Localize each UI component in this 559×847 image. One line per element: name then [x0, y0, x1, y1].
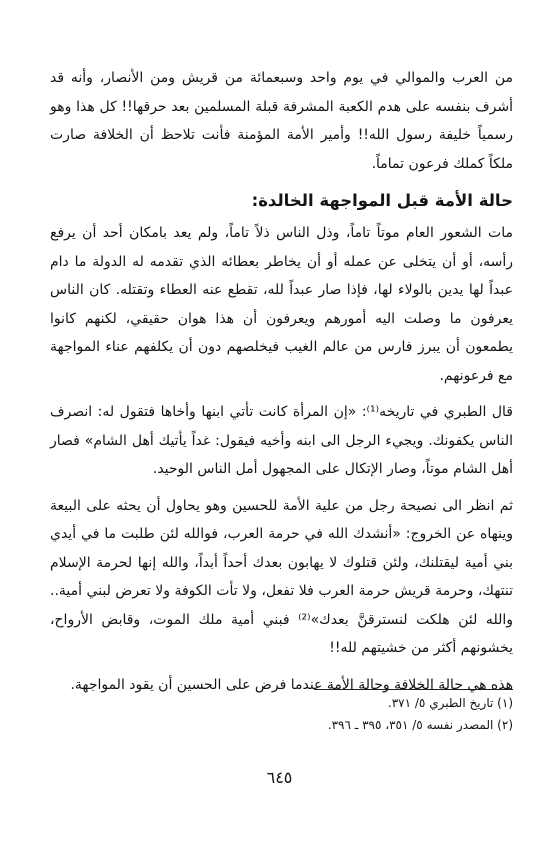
footnotes — [200, 692, 513, 736]
page-body — [50, 64, 513, 699]
paragraph-intro: من العرب والموالي في يوم واحد وسبعمائة من قريش ومن الأنصار، وأنه قد أشرف بنفسه على هدم الكعبة المشرفة قبلة المسلمين بعد حرقها!! كل هذا وهو رسمياً خليفة رسول الله!! وأمير الأمة المؤمنة فأنت تلاحظ أن الخلافة صارت ملكاً كملك فرعون تماماً. — [50, 70, 513, 172]
page-number: ٦٤٥ — [266, 768, 293, 787]
paragraph-public-feeling: مات الشعور العام موتاً تاماً، وذل الناس ذلاً تاماً، ولم يعد بامكان أحد أن يرفع رأسه، أو أن يتخلى عن عمله أو أن يخاطر بعطائه الذي تقدمه له الدولة ما دام عبداً لها يدين بالولاء لها، فإذا صار عبداً لله، تقطع عنه العطاء وتقتله. كان الناس يعرفون ما وصلت اليه أمورهم ويعرفون أن هذا هوان حقيقي، لكنهم كانوا يطمعون أن يبرز فارس من عالم الغيب فيخلصهم دون أن يكلفهم عناء المواجهة مع فرعونهم. — [50, 225, 513, 384]
footnote-separator — [314, 689, 513, 690]
footnote-2: (٢) المصدر نفسه ٥/ ٣٥١، ٣٩٥ ـ ٣٩٦. — [327, 718, 513, 732]
paragraph-conclusion: هذه هي حالة الخلافة وحالة الأمة عندما فرض على الحسين أن يقود المواجهة. — [70, 676, 513, 693]
paragraph-tabari-quote: قال الطبري في تاريخه⁽¹⁾: «إن المرأة كانت تأتي ابنها وأخاها فتقول له: انصرف الناس يكفونك. ويجيء الرجل الى ابنه وأخيه فيقول: غداً يأتيك أهل الشام» فصار أهل الشام موتاً، وصار الإتكال على المجهول أمل الناس الوحيد. — [50, 404, 513, 477]
footnote-1: (١) تاريخ الطبري ٥/ ٣٧١. — [387, 696, 513, 710]
paragraph-advice-to-hussein: ثم انظر الى نصيحة رجل من علية الأمة للحسين وهو يحاول أن يحثه على البيعة وينهاه عن الخروج: «أنشدك الله في حرمة العرب، فوالله لئن طلبت ما في أيدي بني أمية ليقتلنك، ولئن قتلوك لا يهابون بعدك أحداً أبداً، والله إنها لحرمة الإسلام تنتهك، وحرمة قريش حرمة العرب فلا تفعل، ولا تأت الكوفة ولا تعرض لبني أمية.. والله لئن هلكت لنسترقنَّ بعدك»⁽²⁾ فبني أمية ملك الموت، وقابض الأرواح، يخشونهم أكثر من خشيتهم لله!! — [50, 497, 513, 656]
section-heading: حالة الأمة قبل المواجهة الخالدة: — [251, 191, 513, 210]
